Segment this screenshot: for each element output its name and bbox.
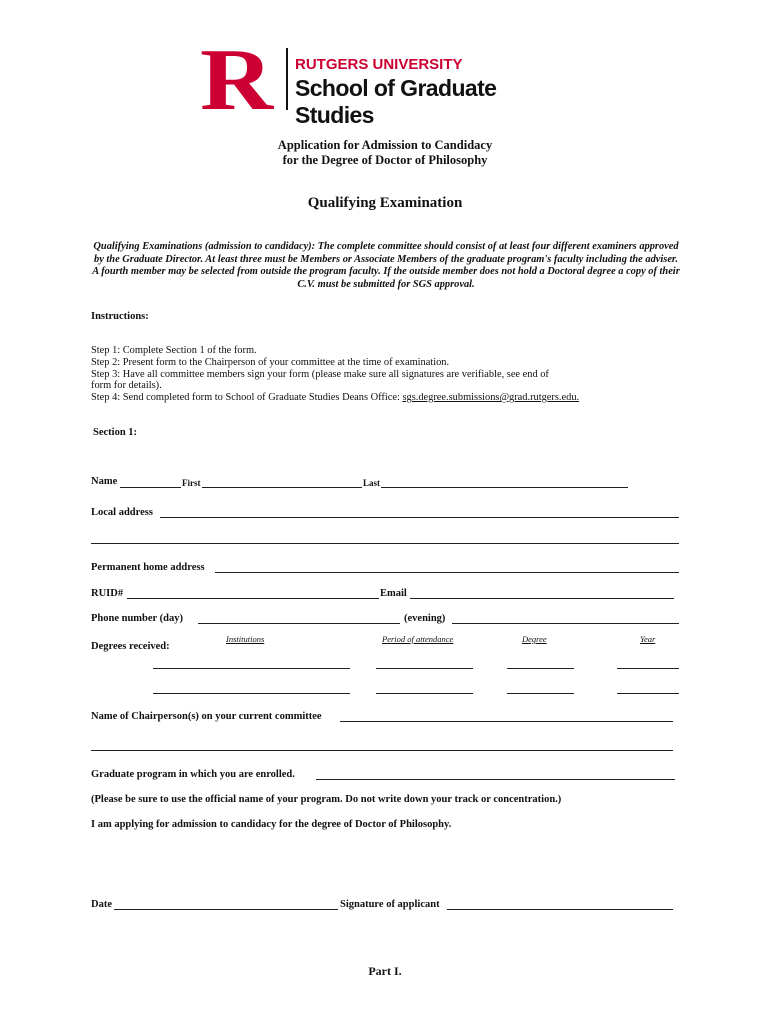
col-year: Year — [640, 634, 656, 644]
logo-school-name: School of Graduate Studies — [295, 75, 497, 128]
ruid-label: RUID# — [91, 588, 124, 599]
name-label: Name — [91, 476, 118, 487]
local-address-line-2[interactable] — [91, 543, 679, 544]
rutgers-r-mark: R — [200, 32, 271, 129]
degree-line-1[interactable] — [507, 668, 574, 669]
local-address-line-1[interactable] — [160, 517, 679, 518]
year-line-2[interactable] — [617, 693, 679, 694]
phone-day-label: Phone number (day) — [91, 613, 183, 624]
logo-university-name: RUTGERS UNIVERSITY — [295, 56, 463, 73]
signature-label: Signature of applicant — [340, 899, 440, 910]
chairperson-line-2[interactable] — [91, 750, 673, 751]
intro-paragraph: Qualifying Examinations (admission to candidacy): The complete committee should consist of at least four different examiners approved by the Graduate Director. At least three must be Members or Associate Members of the graduate program's faculty including the adviser. A fourth member may be selected from outside the program faculty. If the outside member does not hold a Doctoral degree a copy of their C.V. must be submitted for SGS approval. — [92, 241, 680, 290]
date-line[interactable] — [114, 909, 338, 910]
logo-divider — [286, 48, 288, 110]
period-line-1[interactable] — [376, 668, 473, 669]
email-label: Email — [380, 588, 407, 599]
last-name-label: Last — [363, 478, 381, 488]
permanent-address-label: Permanent home address — [91, 562, 205, 573]
year-line-1[interactable] — [617, 668, 679, 669]
degrees-received-label: Degrees received: — [91, 641, 170, 652]
step-2: Step 2: Present form to the Chairperson of your committee at the time of examination. — [91, 357, 450, 368]
page-footer-part: Part I. — [368, 964, 402, 978]
step-1: Step 1: Complete Section 1 of the form. — [91, 345, 257, 356]
chairperson-label: Name of Chairperson(s) on your current committee — [91, 711, 322, 722]
local-address-label: Local address — [91, 507, 153, 518]
phone-evening-line[interactable] — [452, 623, 679, 624]
step-3: Step 3: Have all committee members sign your form (please make sure all signatures are verifiable, see end of — [91, 369, 549, 380]
step-4 — [91, 392, 579, 404]
period-line-2[interactable] — [376, 693, 473, 694]
applying-statement: I am applying for admission to candidacy for the degree of Doctor of Philosophy. — [91, 819, 452, 830]
date-label: Date — [91, 899, 112, 910]
col-period: Period of attendance — [382, 634, 454, 644]
permanent-address-line[interactable] — [215, 572, 679, 573]
institution-line-2[interactable] — [153, 693, 350, 694]
institution-line-1[interactable] — [153, 668, 350, 669]
degree-line-2[interactable] — [507, 693, 574, 694]
signature-line[interactable] — [447, 909, 673, 910]
form-title-line2: for the Degree of Doctor of Philosophy — [282, 153, 488, 167]
section-heading: Qualifying Examination — [307, 195, 463, 211]
phone-day-line[interactable] — [198, 623, 400, 624]
phone-evening-label: (evening) — [404, 613, 446, 624]
rutgers-logo — [200, 32, 570, 129]
email-line[interactable] — [410, 598, 674, 599]
ruid-line[interactable] — [127, 598, 379, 599]
program-note: (Please be sure to use the official name of your program. Do not write down your track or concentration.) — [91, 794, 562, 805]
program-line[interactable] — [316, 779, 675, 780]
program-label: Graduate program in which you are enrolled. — [91, 769, 295, 780]
form-title-line1: Application for Admission to Candidacy — [277, 138, 493, 152]
col-institutions: Institutions — [226, 634, 265, 644]
step-3-cont: form for details). — [91, 380, 162, 391]
instructions-label: Instructions: — [91, 311, 149, 322]
step-4-text: Step 4: Send completed form to School of Graduate Studies Deans Office: — [91, 392, 403, 403]
first-name-label: First — [182, 478, 201, 488]
section-1-label: Section 1: — [93, 427, 138, 438]
col-degree: Degree — [522, 634, 547, 644]
submission-email-link[interactable]: sgs.degree.submissions@grad.rutgers.edu. — [402, 392, 580, 403]
chairperson-line-1[interactable] — [340, 721, 673, 722]
